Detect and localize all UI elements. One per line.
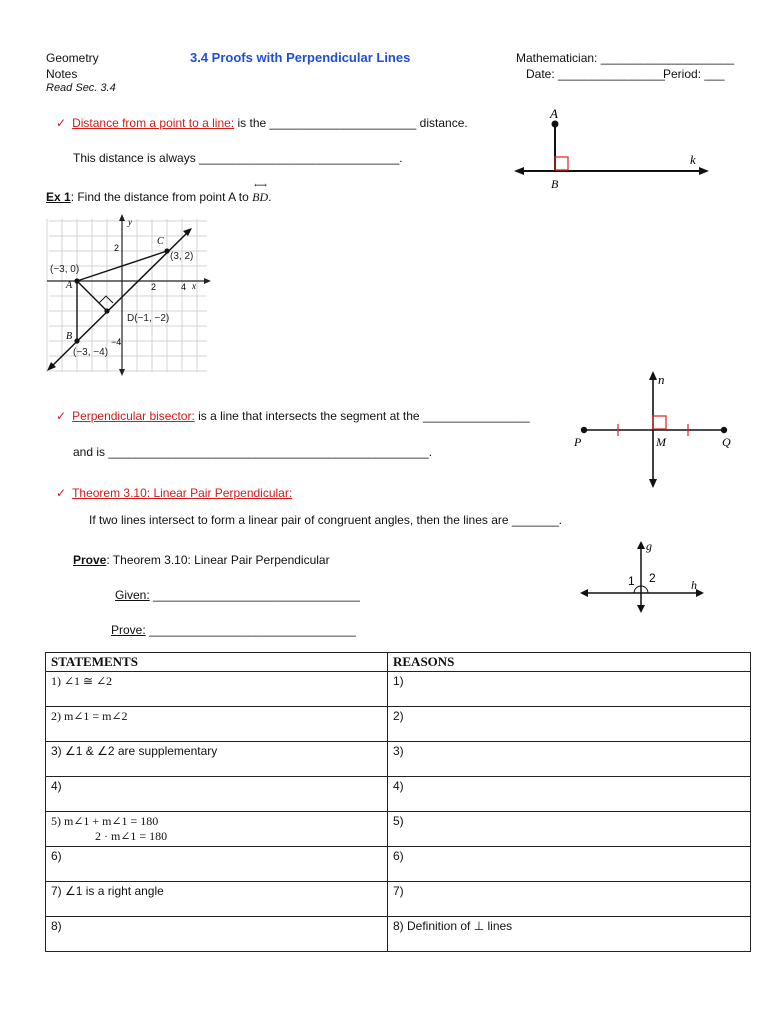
reading-assignment: Read Sec. 3.4 bbox=[46, 82, 116, 94]
check-icon: ✓ bbox=[56, 486, 67, 500]
distance-definition bbox=[56, 116, 468, 130]
statement-line-1: 5) m∠1 + m∠1 = 180 bbox=[51, 814, 159, 828]
prove2-blank[interactable]: _______________________________ bbox=[145, 623, 356, 637]
given-blank[interactable]: _______________________________ bbox=[149, 588, 360, 602]
table-row bbox=[46, 882, 751, 917]
given-label: Given: bbox=[115, 588, 150, 602]
reason-cell[interactable]: 1) bbox=[388, 672, 751, 707]
mathematician-field[interactable]: Mathematician: ____________________ bbox=[516, 51, 735, 65]
statement-cell[interactable]: 8) bbox=[46, 917, 388, 952]
bisector-figure bbox=[570, 368, 740, 493]
page-title: 3.4 Proofs with Perpendicular Lines bbox=[190, 50, 411, 65]
reason-cell[interactable]: 7) bbox=[388, 882, 751, 917]
coord-b: (−3, −4) bbox=[73, 347, 109, 358]
given-line bbox=[115, 588, 360, 602]
fig-label-h: h bbox=[691, 578, 697, 592]
reason-cell[interactable]: 4) bbox=[388, 777, 751, 812]
fig-label-p: P bbox=[574, 435, 582, 449]
prove-line bbox=[73, 553, 330, 567]
distance-def-b: distance. bbox=[416, 116, 468, 130]
statement-cell[interactable]: 2) m∠1 = m∠2 bbox=[46, 707, 388, 742]
reason-cell[interactable]: 5) bbox=[388, 812, 751, 847]
fig-angle-1: 1 bbox=[628, 574, 635, 588]
example-1-prompt: Ex 1: Find the distance from point A to ⟷ BD. bbox=[46, 180, 272, 204]
line-arrow-icon: ⟷ bbox=[254, 180, 267, 190]
statement-cell[interactable]: 3) ∠1 & ∠2 are supplementary bbox=[46, 742, 388, 777]
fig-label-n: n bbox=[658, 372, 665, 387]
table-row bbox=[46, 707, 751, 742]
distance-figure bbox=[510, 104, 710, 194]
distance-always: This distance is always ______________________________. bbox=[73, 151, 403, 165]
theorem-term: Theorem 3.10: Linear Pair Perpendicular: bbox=[72, 486, 293, 500]
proof-table bbox=[45, 652, 751, 952]
bisector-def: is a line that intersects the segment at the ________________ bbox=[194, 409, 530, 423]
graph-point-b: B bbox=[66, 331, 73, 342]
bisector-and-is: and is ________________________________________________. bbox=[73, 445, 433, 459]
fig-label-q: Q bbox=[722, 435, 731, 449]
line-bd: ⟷ BD bbox=[252, 180, 269, 204]
check-icon: ✓ bbox=[56, 116, 67, 130]
statements-header: STATEMENTS bbox=[46, 653, 388, 672]
coordinate-graph bbox=[47, 214, 212, 374]
example-label: Ex 1 bbox=[46, 190, 71, 204]
fig-label-m: M bbox=[656, 435, 666, 449]
table-row bbox=[46, 742, 751, 777]
bisector-definition bbox=[56, 409, 530, 423]
tick-x-2: 2 bbox=[151, 282, 157, 292]
fig-label-b: B bbox=[551, 177, 559, 191]
tick-x-4: 4 bbox=[181, 282, 187, 292]
course-name: Geometry bbox=[46, 51, 99, 65]
prove2-line bbox=[111, 623, 356, 637]
statement-cell[interactable]: 1) ∠1 ≅ ∠2 bbox=[46, 672, 388, 707]
statement-line-2: 2 · m∠1 = 180 bbox=[95, 829, 168, 843]
coord-a: (−3, 0) bbox=[50, 264, 80, 275]
tick-y-2: 2 bbox=[114, 243, 120, 253]
graph-point-a: A bbox=[66, 280, 73, 291]
fig-angle-2: 2 bbox=[649, 571, 656, 585]
check-icon: ✓ bbox=[56, 409, 67, 423]
label-d: D(−1, −2) bbox=[127, 313, 170, 324]
prove-label: Prove bbox=[73, 553, 107, 567]
linear-pair-figure bbox=[578, 538, 708, 618]
distance-term: Distance from a point to a line: bbox=[72, 116, 235, 130]
reason-cell[interactable]: 6) bbox=[388, 847, 751, 882]
statement-cell[interactable]: 4) bbox=[46, 777, 388, 812]
table-row bbox=[46, 812, 751, 847]
statement-cell[interactable]: 7) ∠1 is a right angle bbox=[46, 882, 388, 917]
prove-text: : Theorem 3.10: Linear Pair Perpendicular bbox=[106, 553, 330, 567]
reason-cell[interactable]: 2) bbox=[388, 707, 751, 742]
statement-cell[interactable]: 6) bbox=[46, 847, 388, 882]
tick-y-neg4: −4 bbox=[111, 337, 122, 347]
period-field[interactable]: Period: ___ bbox=[663, 67, 725, 81]
graph-y-label: y bbox=[128, 217, 132, 227]
fig-label-a: A bbox=[550, 106, 558, 121]
prove2-label: Prove: bbox=[111, 623, 146, 637]
graph-point-c: C bbox=[157, 236, 164, 247]
theorem-heading bbox=[56, 486, 292, 500]
reason-cell[interactable]: 3) bbox=[388, 742, 751, 777]
reason-cell[interactable]: 8) Definition of ⊥ lines bbox=[388, 917, 751, 952]
table-row bbox=[46, 672, 751, 707]
graph-x-label: x bbox=[192, 281, 196, 291]
example-text: : Find the distance from point A to bbox=[70, 190, 253, 204]
statement-cell[interactable] bbox=[46, 812, 388, 847]
distance-def-a: is the ______________________ bbox=[234, 116, 417, 130]
fig-label-k: k bbox=[690, 152, 696, 167]
fig-label-g: g bbox=[646, 539, 652, 553]
theorem-statement: If two lines intersect to form a linear pair of congruent angles, then the lines are _______. bbox=[89, 513, 562, 527]
bisector-term: Perpendicular bisector: bbox=[72, 409, 195, 423]
notes-label: Notes bbox=[46, 67, 78, 81]
table-row bbox=[46, 777, 751, 812]
date-field[interactable]: Date: ________________ bbox=[526, 67, 665, 81]
coord-c: (3, 2) bbox=[170, 251, 194, 262]
table-row bbox=[46, 917, 751, 952]
reasons-header: REASONS bbox=[388, 653, 751, 672]
table-row bbox=[46, 847, 751, 882]
proof-header-row bbox=[46, 653, 751, 672]
